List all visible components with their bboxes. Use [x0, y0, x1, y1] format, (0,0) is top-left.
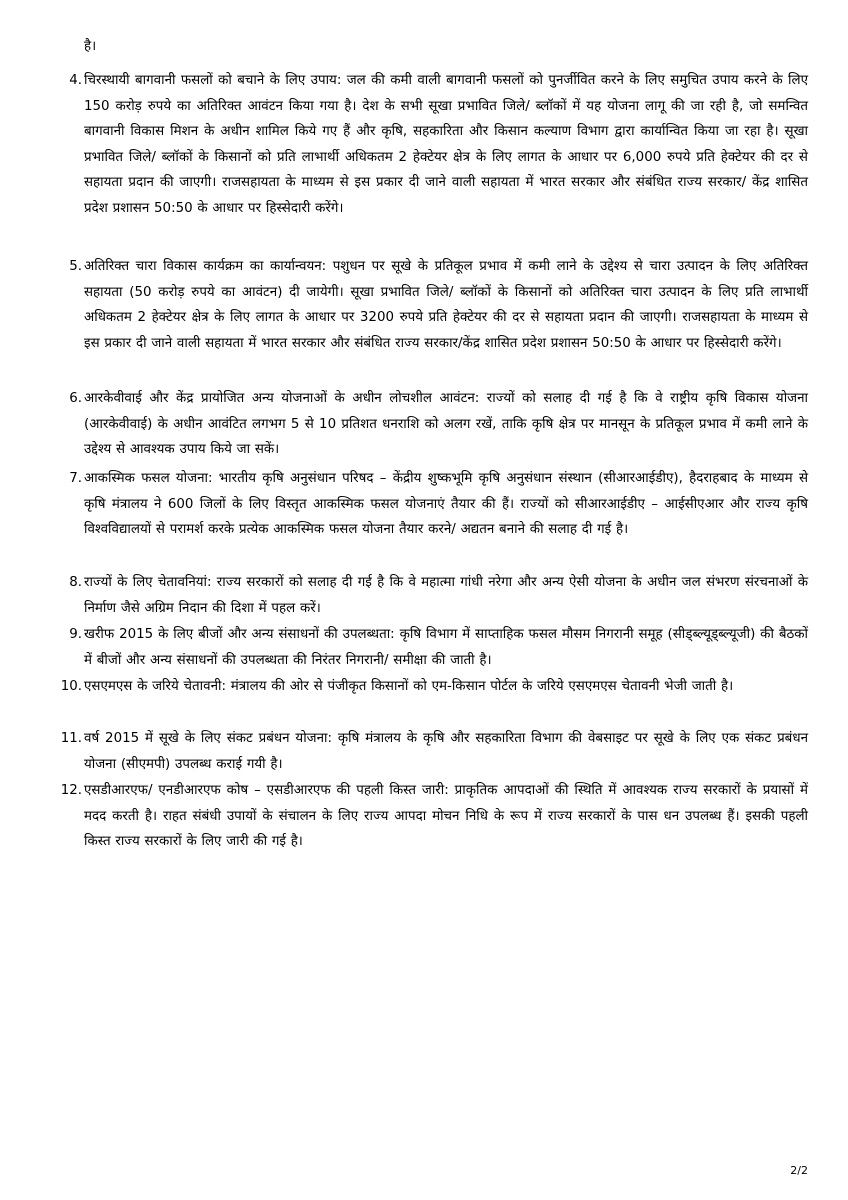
item-number: 6.: [69, 391, 82, 406]
item-number: 4.: [69, 73, 82, 88]
item-number: 8.: [69, 575, 82, 590]
item-number: 5.: [69, 259, 82, 274]
item-text: अतिरिक्त चारा विकास कार्यक्रम का कार्यान्वयन: पशुधन पर सूखे के प्रतिकूल प्रभाव में कमी लाने के उद्देश्य से चारा उत्पादन के लिए अतिरिक्त सहायता (50 करोड़ रुपये का आवंटन) दी जायेगी। सूखा प्रभावित जिले/ ब्लॉकों के किसानों को अतिरिक्त चारा उत्पादन के लिए प्रति लाभार्थी अधिकतम 2 हेक्टेयर क्षेत्र के लिए लागत के आधार पर 3200 रुपये प्रति हेक्टेयर की दर से सहायता प्रदान की जाएगी। राजसहायता के माध्यम से इस प्रकार दी जाने वाली सहायता में भारत सरकार और संबंधित राज्य सरकार/केंद्र शासित प्रदेश प्रशासन 50:50 के आधार पर हिस्सेदारी करेंगे।: [84, 259, 808, 351]
item-text: एसडीआरएफ/ एनडीआरएफ कोष – एसडीआरएफ की पहली किस्त जारी: प्राकृतिक आपदाओं की स्थिति में आवश्यक राज्य सरकारों के प्रयासों में मदद करती है। राहत संबंधी उपायों के संचालन के लिए राज्य आपदा मोचन निधि के रूप में राज्य सरकारों के पास धन उपलब्ध हैं। इसकी पहली किस्त राज्य सरकारों के लिए जारी की गई है।: [84, 783, 808, 849]
page-number: 2/2: [790, 1164, 808, 1177]
item-number: 10.: [60, 679, 82, 694]
item-text: आरकेवीवाई और केंद्र प्रायोजित अन्य योजनाओं के अधीन लोचशील आवंटन: राज्यों को सलाह दी गई है कि वे राष्ट्रीय कृषि विकास योजना (आरकेवीवाई) के अधीन आवंटित लगभग 5 से 10 प्रतिशत धनराशि को अलग रखें, ताकि कृषि क्षेत्र पर मानसून के प्रतिकूल प्रभाव में कमी लाने के उद्देश्य से आवश्यक उपाय किये जा सकें।: [84, 391, 808, 457]
item-number: 11.: [60, 731, 82, 746]
item-number: 9.: [69, 627, 82, 642]
item-number: 12.: [60, 783, 82, 798]
item-text: राज्यों के लिए चेतावनियां: राज्य सरकारों को सलाह दी गई है कि वे महात्मा गांधी नरेगा और अन्य ऐसी योजना के अधीन जल संभरण संरचनाओं के निर्माण जैसे अग्रिम निदान की दिशा में पहल करें।: [84, 575, 808, 616]
continuation-text: है।: [84, 39, 97, 54]
item-text: एसएमएस के जरिये चेतावनी: मंत्रालय की ओर से पंजीकृत किसानों को एम-किसान पोर्टल के जरिये एसएमएस चेतावनी भेजी जाती है।: [84, 679, 734, 694]
item-text: आकस्मिक फसल योजना: भारतीय कृषि अनुसंधान परिषद – केंद्रीय शुष्कभूमि कृषि अनुसंधान संस्थान (सीआरआईडीए), हैदराहबाद के माध्यम से कृषि मंत्रालय ने 600 जिलों के लिए विस्तृत आकस्मिक फसल योजनाएं तैयार की हैं। राज्यों को सीआरआईडीए – आईसीएआर और राज्य कृषि विश्वविद्यालयों से परामर्श करके प्रत्येक आकस्मिक फसल योजना तैयार करने/ अद्यतन बनाने की सलाह दी गई है।: [84, 471, 808, 537]
item-number: 7.: [69, 471, 82, 486]
item-text: खरीफ 2015 के लिए बीजों और अन्य संसाधनों की उपलब्धता: कृषि विभाग में साप्ताहिक फसल मौसम निगरानी समूह (सीड्ब्ल्यूड्ब्ल्यूजी) की बैठकों में बीजों और अन्य संसाधनों की उपलब्धता की निरंतर निगरानी/ समीक्षा की जाती है।: [84, 627, 808, 668]
item-text: चिरस्थायी बागवानी फसलों को बचाने के लिए उपाय: जल की कमी वाली बागवानी फसलों को पुनर्जीवित करने के लिए समुचित उपाय करने के लिए 150 करोड़ रुपये का अतिरिक्त आवंटन किया गया है। देश के सभी सूखा प्रभावित जिले/ ब्लॉकों में यह योजना लागू की जा रही है, जो समन्वित बागवानी विकास मिशन के अधीन शामिल किये गए हैं और कृषि, सहकारिता और किसान कल्याण विभाग द्वारा कार्यान्वित किया जा रहा है। सूखा प्रभावित जिले/ ब्लॉकों के किसानों को प्रति लाभार्थी अधिकतम 2 हेक्टेयर क्षेत्र के लिए लागत के आधार पर 6,000 रुपये प्रति हेक्टेयर की दर से सहायता प्रदान की जाएगी। राजसहायता के माध्यम से इस प्रकार दी जाने वाली सहायता में भारत सरकार और संबंधित राज्य सरकार/ केंद्र शासित प्रदेश प्रशासन 50:50 के आधार पर हिस्सेदारी करेंगे।: [84, 73, 808, 216]
item-text: वर्ष 2015 में सूखे के लिए संकट प्रबंधन योजना: कृषि मंत्रालय के कृषि और सहकारिता विभाग की वेबसाइट पर सूखे के लिए एक संकट प्रबंधन योजना (सीएमपी) उपलब्ध कराई गयी है।: [84, 731, 808, 772]
